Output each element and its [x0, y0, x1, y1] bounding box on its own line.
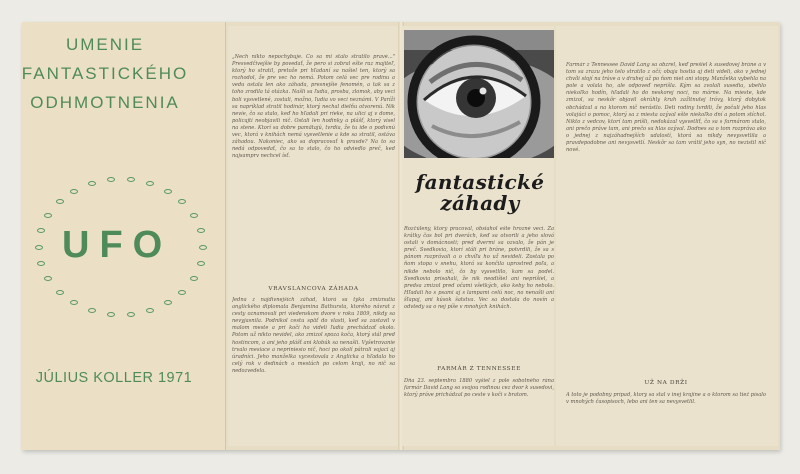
ring-dot — [88, 181, 96, 186]
ring-dot — [178, 290, 186, 295]
ring-dot — [146, 181, 154, 186]
ring-dot — [199, 245, 207, 250]
article-headline — [410, 172, 550, 214]
ring-dot — [56, 290, 64, 295]
ring-dot — [35, 245, 43, 250]
eye-magnifier-photo — [404, 30, 554, 158]
ring-dot — [127, 177, 135, 182]
cover-title-line-2: FANTASTICKÉHO — [21, 64, 189, 83]
column-1-body: Jedna z najdivnejších záhad, ktorá sa týka zmiznutia anglického diplomata Benjamina Bathursta, ktorého návrat z cesty oznamovali pri viedenskom dvore v roku 1809, nikdy sa nevyjasnila. Podnikol cestu späť do vlasti, keď sa zastavil v malom meste a pri koči ho videli ľudia prechádzať okolo. Potom už nikto nevidel, ako zmizol spoza koča, ktorý stál pred hostincom, a ani jeho plášť ani klobúk sa nenašli. Vyšetrovanie trvalo mesiace a nepriniesio nič, hoci po okolí pátrali vojaci aj úradníci. Jeho manželka vycestovala z Anglicka a hľadala ho celý rok v dedinách a mestách po celom kraji, no nič sa nedozvedela. — [232, 297, 395, 374]
ring-dot — [37, 261, 45, 266]
column-1-intro: „Nech nikto nepochybuje. Čo sa mi stalo stratilo pravé..." Presvedčivejšie by povedať, že pero si zobral ešte raz majiteľ, ktorý ho stratil, pretože pri hľadaní sa našiel ten, ktorý sa rozhodol, že pre vec ho nemá. Potom celá vec pre rodinu a vedu ostala len ako záhada, presnejšie fenomén, a tak sa z toho zrodila tá otázka. Našli sa ľudia, prosba, zlomok, aby veci boli vysvetlené, zostali, možno, ľudia vo veci neznámi. V Paríži sa napríklad stratil hodinár, ktorý nechal dielňu otvorenú. Nik nevie, čo sa stalo, keď ho hľadali pri rieke, na ulici aj v dome, policajti neobjavili nič. Ostali len hodinky a plášť, ktorý visel na stene. Ktorí sa dobre pamätajú, tvrdia, že tu ide o podivnú vec, ktorá v knihách nemá vysvetlenie a kde sa stratil, ostáva záhadou. Nakoniec, ako sa dopracovať k pravde? Na to sa nedá odpovedať, čo sa to stalo, čo ho odviedlo preč, keď najsamprv nechcel ísť. — [232, 54, 395, 160]
ring-dot — [190, 276, 198, 281]
ring-dot — [164, 189, 172, 194]
headline-line-1: fantastické — [415, 170, 545, 194]
ring-dot — [197, 261, 205, 266]
ring-dot — [70, 189, 78, 194]
subhead-vravslancova: VRAVSLANCOVA ZÁHADA — [268, 286, 359, 292]
ring-dot — [88, 308, 96, 313]
cover-title-line-1: UMENIE — [65, 35, 145, 54]
artist-signature: JÚLIUS KOLLER 1971 — [35, 370, 193, 386]
ring-dot — [197, 228, 205, 233]
eye-in-magnifying-glass-icon — [404, 30, 554, 158]
subhead-farmar: FARMÁR Z TENNESSEE — [437, 366, 521, 372]
column-3-body: Farmár z Tennessee David Lang sa obzrel, keď prešiel k susedovej bráne a v tom sa zrazu jeho telo stratilo z očí; obaja hostia aj deti videli, ako v jednej chvíli stojí na tráve a v druhej už po ňom niet ani stopy. Manželka vybehla na pole a volala ho, ale odpoveď neprišla. Kým sa zvolali susedia, ubehlo niekoľko hodín, hľadali ho do neskorej noci, no márne. Na mieste, kde zmizol, sa neskôr objavil okrúhly kruh zažltnutej trávy, ktorý dobytok obchádzal a na ktorom nič nerástlo. Deti rodiny tvrdili, že počuli jeho hlas volajúci o pomoc, ktorý sa z miesta ozýval ešte niekoľko dní a potom stíchol. Nikto z vedcov, ktorí tam prišli, nedokázal vysvetliť, čo sa s farmárom stalo, ani prečo práve tam, ani prečo sa hlas ozýval. Dodnes sa o tom rozpráva ako o jednej z najzáhadnejších udalostí, ktorá sa nikdy nevysvetlila a pravdepodobne ani nevysvetlí. Neskôr sa tam vrátil jeho syn, no nezistil nič nové. — [566, 62, 766, 154]
column-2-body: Rozčúlený, ktorý pracoval, obsiahol ešte hrozné veci. Za krátky čas bol pri dverách, keď sa otvorili a jeho slová ostali v domácnosti; pred dvermi sa ozvalo, že pán je preč. Svedkovia, ktorí stáli pri bráne, potvrdili, že sa s pánom rozprávali a o chvíľu ho už nevideli. Zostala po ňom stopa v snehu, ktorá sa končila uprostred poľa, a nikde nebolo nič, čo by vysvetlilo, kam sa podel. Svedkovia prisahali, že nik neodišiel ani neprišiel, a predsa zmizol pred očami všetkých, ako keby ho nebolo. Hľadali ho s psami aj s lampami celú noc, no nenašli ani šľapaj, ani kúsok šatstva. Vec sa dostala do novín a odvtedy sa o nej píše v mnohých knihách. — [404, 226, 554, 311]
column-3-end: A toto je podobný prípad, ktorý sa stal v inej krajine a o ktorom sa tiež písalo v mnohých časopisoch, lebo ani ten sa nevysvetlil. — [566, 392, 766, 406]
headline-line-2: záhady — [440, 191, 520, 215]
cover-title-line-3: ODHMOTNENIA — [30, 93, 180, 112]
cover-title — [10, 30, 200, 117]
ring-dot — [127, 312, 135, 317]
subhead-uz-na-drzi: UŽ NA DRŽI — [644, 380, 688, 386]
ufo-word: UFO — [62, 224, 173, 266]
ring-dot — [190, 213, 198, 218]
column-2-end: Dňa 23. septembra 1880 vyšiel z pole sobotného rána farmár David Lang so svojou rodinou cez dvor k susedovi, ktorý práve prichádzal po ceste v koči s bratom. — [404, 378, 554, 399]
